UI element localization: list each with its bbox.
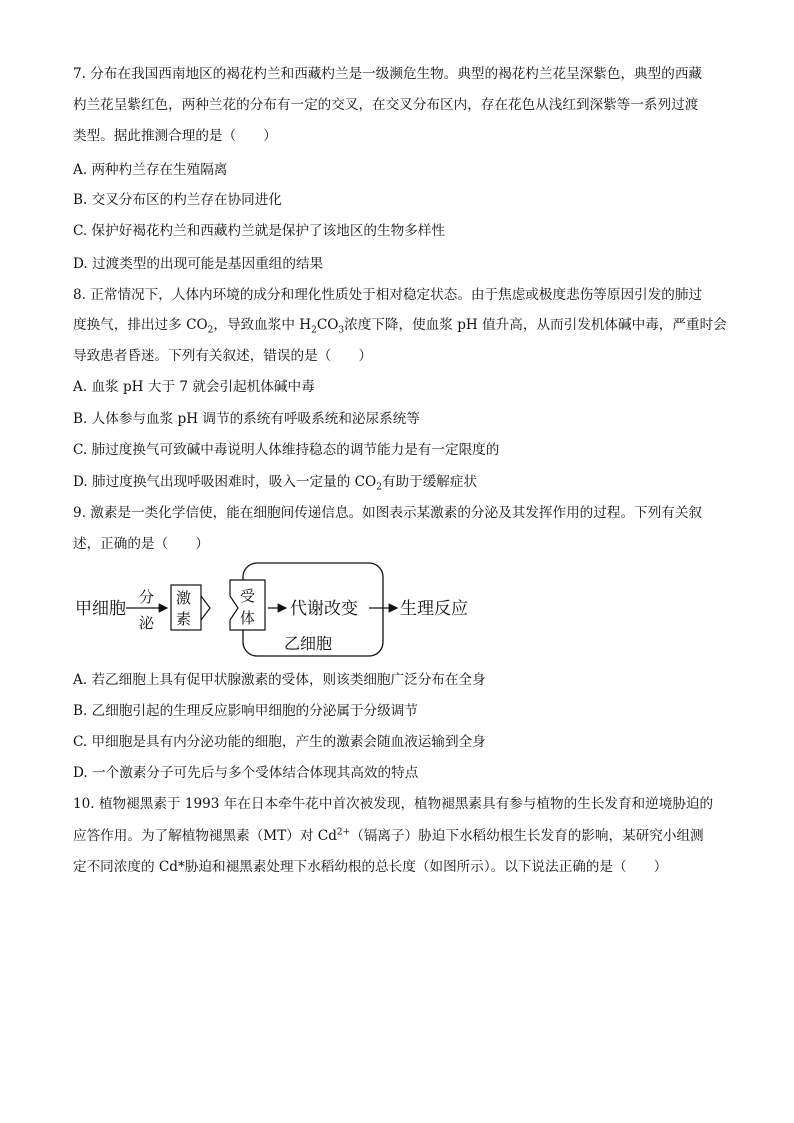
q10-stem-line-2-part-b: （镉离子）胁迫下水稻幼根生长发育的影响，某研究小组测	[350, 828, 704, 844]
response-label: 生理反应	[400, 599, 468, 619]
q8-stem-line-2-part-c: CO	[316, 317, 339, 333]
q7-option-b: B. 交叉分布区的杓兰存在协同进化	[73, 192, 282, 208]
q10-stem-line-2	[73, 826, 704, 846]
cell-a-label: 甲细胞	[75, 599, 126, 619]
q8-option-d	[73, 472, 477, 492]
receptor-label-1: 受	[240, 587, 256, 605]
q7-option-a: A. 两种杓兰存在生殖隔离	[73, 162, 228, 178]
q10-stem-line-3: 定不同浓度的 Cd*胁迫和褪黑素处理下水稻幼根的总长度（如图所示）。以下说法正确的是（ ）	[73, 859, 668, 875]
secretion-label-2: 泌	[139, 614, 155, 632]
q8-option-d-part-b: 有助于缓解症状	[381, 474, 478, 490]
q7-stem-line-2: 杓兰花呈紫红色，两种兰花的分布有一定的交叉，在交叉分布区内，存在花色从浅红到深紫等一系列过渡	[73, 97, 699, 113]
subscript: 2	[311, 325, 317, 336]
binding-chevron	[201, 596, 210, 620]
q8-stem-line-2-part-d: 浓度下降，使血浆 pH 值升高，从而引发机体碱中毒，严重时会	[344, 317, 727, 333]
q8-stem-line-2-part-b: ，导致血浆中 H	[213, 317, 312, 333]
hormone-process-diagram	[70, 558, 490, 658]
hormone-label-2: 素	[176, 610, 192, 628]
q10-stem-line-1: 10. 植物褪黑素于 1993 年在日本牵牛花中首次被发现，植物褪黑素具有参与植物的生长发育和逆境胁迫的	[73, 796, 714, 812]
q7-stem-line-1: 7. 分布在我国西南地区的褐花杓兰和西藏杓兰是一级濒危生物。典型的褐花杓兰花呈深紫色，典型的西藏	[73, 66, 703, 82]
q8-stem-line-2	[73, 315, 727, 335]
q8-option-b: B. 人体参与血浆 pH 调节的系统有呼吸系统和泌尿系统等	[73, 411, 420, 427]
q8-stem-line-2-part-a: 度换气，排出过多 CO	[73, 317, 208, 333]
q9-stem-line-1: 9. 激素是一类化学信使，能在细胞间传递信息。如图表示某激素的分泌及其发挥作用的过程。下列有关叙	[73, 505, 703, 521]
subscript: 3	[338, 325, 345, 336]
subscript: 2	[376, 482, 382, 493]
q8-stem-line-3: 导致患者昏迷。下列有关叙述，错误的是（ ）	[73, 348, 373, 364]
q7-stem-line-3: 类型。据此推测合理的是（ ）	[73, 128, 277, 144]
cell-b-label: 乙细胞	[284, 634, 333, 653]
secretion-label-1: 分	[139, 588, 155, 606]
metabolism-label: 代谢改变	[290, 599, 358, 619]
q8-stem-line-1: 8. 正常情况下，人体内环境的成分和理化性质处于相对稳定状态。由于焦虑或极度悲伤等原因引发的肺过	[73, 287, 703, 303]
receptor-label-2: 体	[240, 609, 256, 627]
q8-option-c: C. 肺过度换气可致碱中毒说明人体维持稳态的调节能力是有一定限度的	[73, 442, 500, 458]
q9-option-d: D. 一个激素分子可先后与多个受体结合体现其高效的特点	[73, 765, 419, 781]
q7-option-c: C. 保护好褐花杓兰和西藏杓兰就是保护了该地区的生物多样性	[73, 223, 445, 239]
q8-option-a: A. 血浆 pH 大于 7 就会引起机体碱中毒	[73, 379, 315, 395]
q9-option-c: C. 甲细胞是具有内分泌功能的细胞，产生的激素会随血液运输到全身	[73, 734, 486, 750]
q9-option-a: A. 若乙细胞上具有促甲状腺激素的受体，则该类细胞广泛分布在全身	[73, 672, 486, 688]
q8-option-d-part-a: D. 肺过度换气出现呼吸困难时，吸入一定量的 CO	[73, 474, 377, 490]
q9-option-b: B. 乙细胞引起的生理反应影响甲细胞的分泌属于分级调节	[73, 703, 418, 719]
superscript: 2+	[336, 827, 351, 838]
subscript: 2	[207, 325, 214, 336]
q9-stem-line-2: 述，正确的是（ ）	[73, 536, 209, 552]
q7-option-d: D. 过渡类型的出现可能是基因重组的结果	[73, 256, 324, 272]
q10-stem-line-2-part-a: 应答作用。为了解植物褪黑素（MT）对 Cd	[73, 828, 337, 844]
hormone-label-1: 激	[176, 589, 192, 607]
